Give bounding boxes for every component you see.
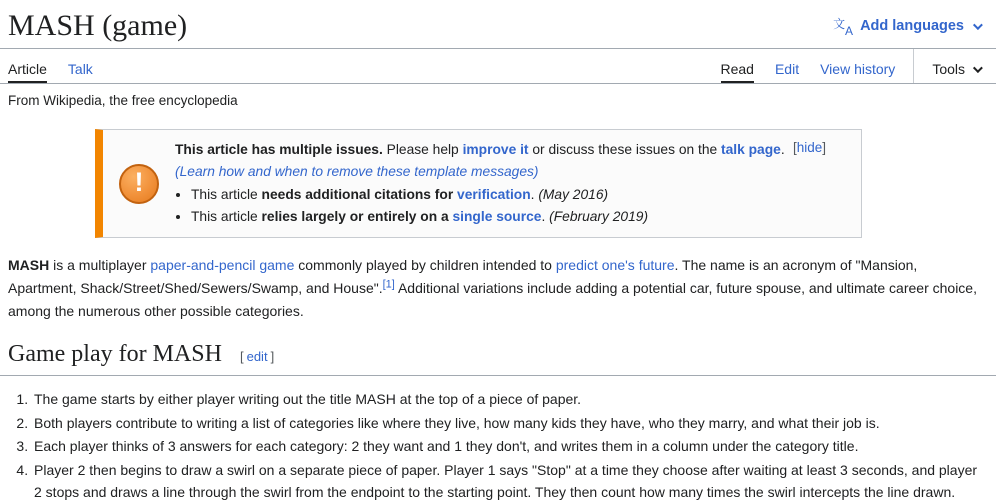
notice-intro [175,139,793,183]
page-header [0,0,996,49]
text-segment: commonly played by children intended to [294,257,556,273]
text-segment: Please help [382,142,463,157]
text-segment: is a multiplayer [49,257,151,273]
tab-article[interactable]: Article [8,49,47,83]
chevron-down-icon [973,63,983,73]
warning-exclamation-icon [119,164,159,204]
notice-issue-item [191,184,793,206]
inline-link[interactable]: verification [457,187,531,202]
text-segment: Additional variations include adding a potential car, future spouse, and ultimate career choice, among the numerous other possible categories. [8,280,977,319]
edit-close-bracket: ] [270,349,275,364]
text-segment: . [780,142,785,157]
hide-notice-link[interactable] [793,139,851,155]
edit-section-link[interactable] [240,349,274,364]
hide-link-text: hide [796,140,823,155]
text-segment: MASH [8,257,50,273]
text-segment: . [530,187,539,202]
inline-link[interactable]: talk page [721,142,781,157]
chevron-down-icon [973,20,983,30]
language-icon-a-glyph: A [845,23,854,38]
text-segment: (February 2019) [549,209,649,224]
notice-icon-cell [103,164,175,204]
edit-open-bracket: [ [239,349,244,364]
tab-read[interactable]: Read [721,49,754,83]
text-segment: This article [191,209,262,224]
exclamation-glyph: ! [134,167,144,197]
lead-paragraph [8,254,988,323]
tools-menu-button[interactable] [913,49,980,83]
section-heading [0,340,996,376]
tab-view-history[interactable]: View history [820,61,896,77]
gameplay-step-item: 3. Each player thinks of 3 answers for each category: 2 they want and 1 they don't, and writes them in a column under the category title. [32,435,988,458]
hide-open-bracket: [ [793,140,797,155]
hide-close-bracket: ] [822,140,827,155]
add-languages-button[interactable] [833,17,980,36]
text-segment: (May 2016) [538,187,609,202]
tools-menu-label: Tools [932,61,965,77]
inline-link[interactable]: improve it [462,142,529,157]
inline-link[interactable]: single source [452,209,542,224]
namespace-tabs [8,49,114,83]
article-views-bar [0,49,996,84]
language-icon-wen-glyph: 文 [833,16,846,31]
tab-edit[interactable]: Edit [774,61,800,77]
text-segment: needs additional citations for [261,187,458,202]
site-tagline: From Wikipedia, the free encyclopedia [8,93,238,108]
text-segment: . [541,209,550,224]
view-tabs [700,49,981,83]
notice-issues-list [191,184,793,228]
language-icon [833,17,853,36]
add-languages-label: Add languages [860,18,964,34]
notice-issue-item [191,206,793,228]
inline-link[interactable]: [1] [382,278,395,291]
text-segment: . The name is an acronym of "Mansion, Apartment, Shack/Street/Shed/Sewers/Swamp, and House". [8,257,918,296]
tab-talk[interactable]: Talk [67,61,93,77]
text-segment: This article has multiple issues. [175,142,383,157]
text-segment: This article [191,187,262,202]
text-segment: or discuss these issues on the [528,142,722,157]
inline-link[interactable]: (Learn how and when to remove these template messages) [175,164,539,179]
gameplay-step-item: 2. Both players contribute to writing a list of categories like where they live, how many kids they have, who they marry, and what their job is. [32,412,988,435]
gameplay-step-item: 1. The game starts by either player writing out the title MASH at the top of a piece of paper. [32,388,988,411]
notice-text [175,139,793,228]
edit-link-text: edit [246,349,268,364]
gameplay-step-item: 4. Player 2 then begins to draw a swirl on a separate piece of paper. Player 1 says "Stop" at a time they choose after waiting at least 3 seconds, and player 2 stops and draws a line through the swirl from the endpoint to the starting point. They then count how many times the swirl intercepts the line drawn. [32,459,988,504]
section-heading-text: Game play for MASH [8,341,222,367]
inline-link[interactable]: paper-and-pencil game [150,257,295,273]
text-segment: relies largely or entirely on a [261,209,453,224]
page-title: MASH (game) [8,9,188,42]
inline-link[interactable]: predict one's future [555,257,675,273]
multiple-issues-notice-box [95,129,862,238]
gameplay-steps-list [8,388,988,504]
